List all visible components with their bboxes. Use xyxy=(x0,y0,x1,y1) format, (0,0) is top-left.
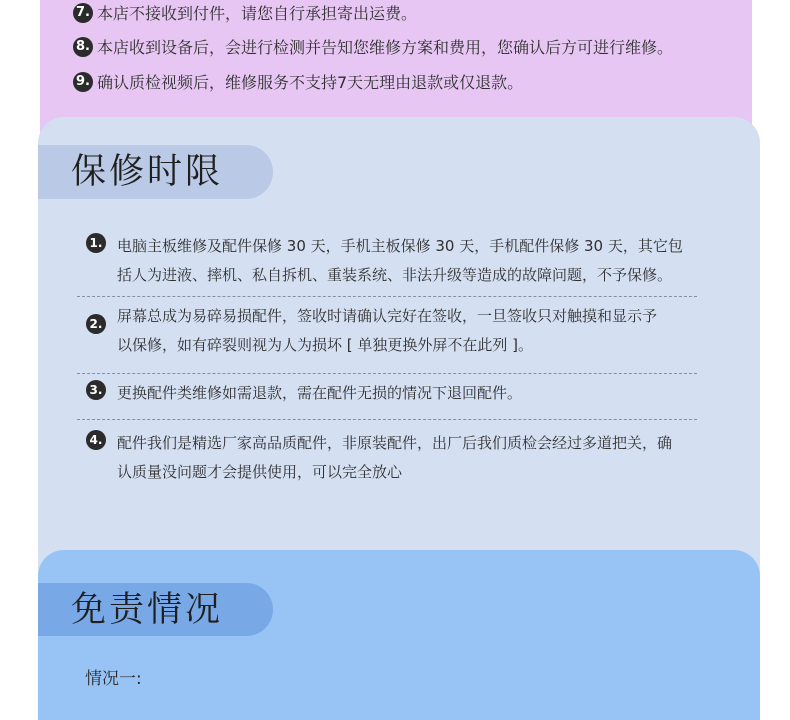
warranty-item-line: 电脑主板维修及配件保修 30 天，手机主板保修 30 天，手机配件保修 30 天，其它包 xyxy=(117,237,683,255)
dashed-divider xyxy=(77,296,697,297)
number-badge: 9. xyxy=(73,72,93,92)
warranty-item-line: 括人为进液、摔机、私自拆机、重装系统、非法升级等造成的故障问题，不予保修。 xyxy=(117,266,673,284)
disclaimer-subtitle: 情况一: xyxy=(85,669,142,689)
number-badge: 4. xyxy=(86,430,106,450)
disclaimer-title: 免责情况 xyxy=(71,590,224,630)
number-badge: 1. xyxy=(86,233,106,253)
dashed-divider xyxy=(77,373,697,374)
notice-text: 本店不接收到付件，请您自行承担寄出运费。 xyxy=(97,4,418,23)
notice-text: 本店收到设备后，会进行检测并告知您维修方案和费用，您确认后方可进行维修。 xyxy=(97,38,674,57)
number-badge: 8. xyxy=(73,37,93,57)
warranty-item-line: 配件我们是精选厂家高品质配件，非原装配件，出厂后我们质检会经过多道把关，确 xyxy=(117,434,673,452)
warranty-item-line: 屏幕总成为易碎易损配件，签收时请确认完好在签收，一旦签收只对触摸和显示予 xyxy=(117,307,658,325)
warranty-title: 保修时限 xyxy=(71,152,224,192)
warranty-item-line: 认质量没问题才会提供使用，可以完全放心 xyxy=(117,463,403,481)
warranty-item-line: 更换配件类维修如需退款，需在配件无损的情况下退回配件。 xyxy=(117,384,523,402)
notice-text: 确认质检视频后，维修服务不支持7天无理由退款或仅退款。 xyxy=(97,73,524,92)
warranty-item-3 xyxy=(86,379,716,408)
notice-item-7 xyxy=(73,1,417,24)
warranty-item-line: 以保修，如有碎裂则视为人为损坏 [ 单独更换外屏不在此列 ]。 xyxy=(117,336,534,354)
number-badge: 3. xyxy=(86,380,106,400)
dashed-divider xyxy=(77,419,697,420)
warranty-item-2 xyxy=(86,302,716,360)
notice-item-8 xyxy=(73,35,673,58)
notice-item-9 xyxy=(73,70,523,93)
warranty-item-4 xyxy=(86,429,716,487)
warranty-item-1 xyxy=(86,232,716,290)
number-badge: 2. xyxy=(86,314,106,334)
number-badge: 7. xyxy=(73,3,93,23)
